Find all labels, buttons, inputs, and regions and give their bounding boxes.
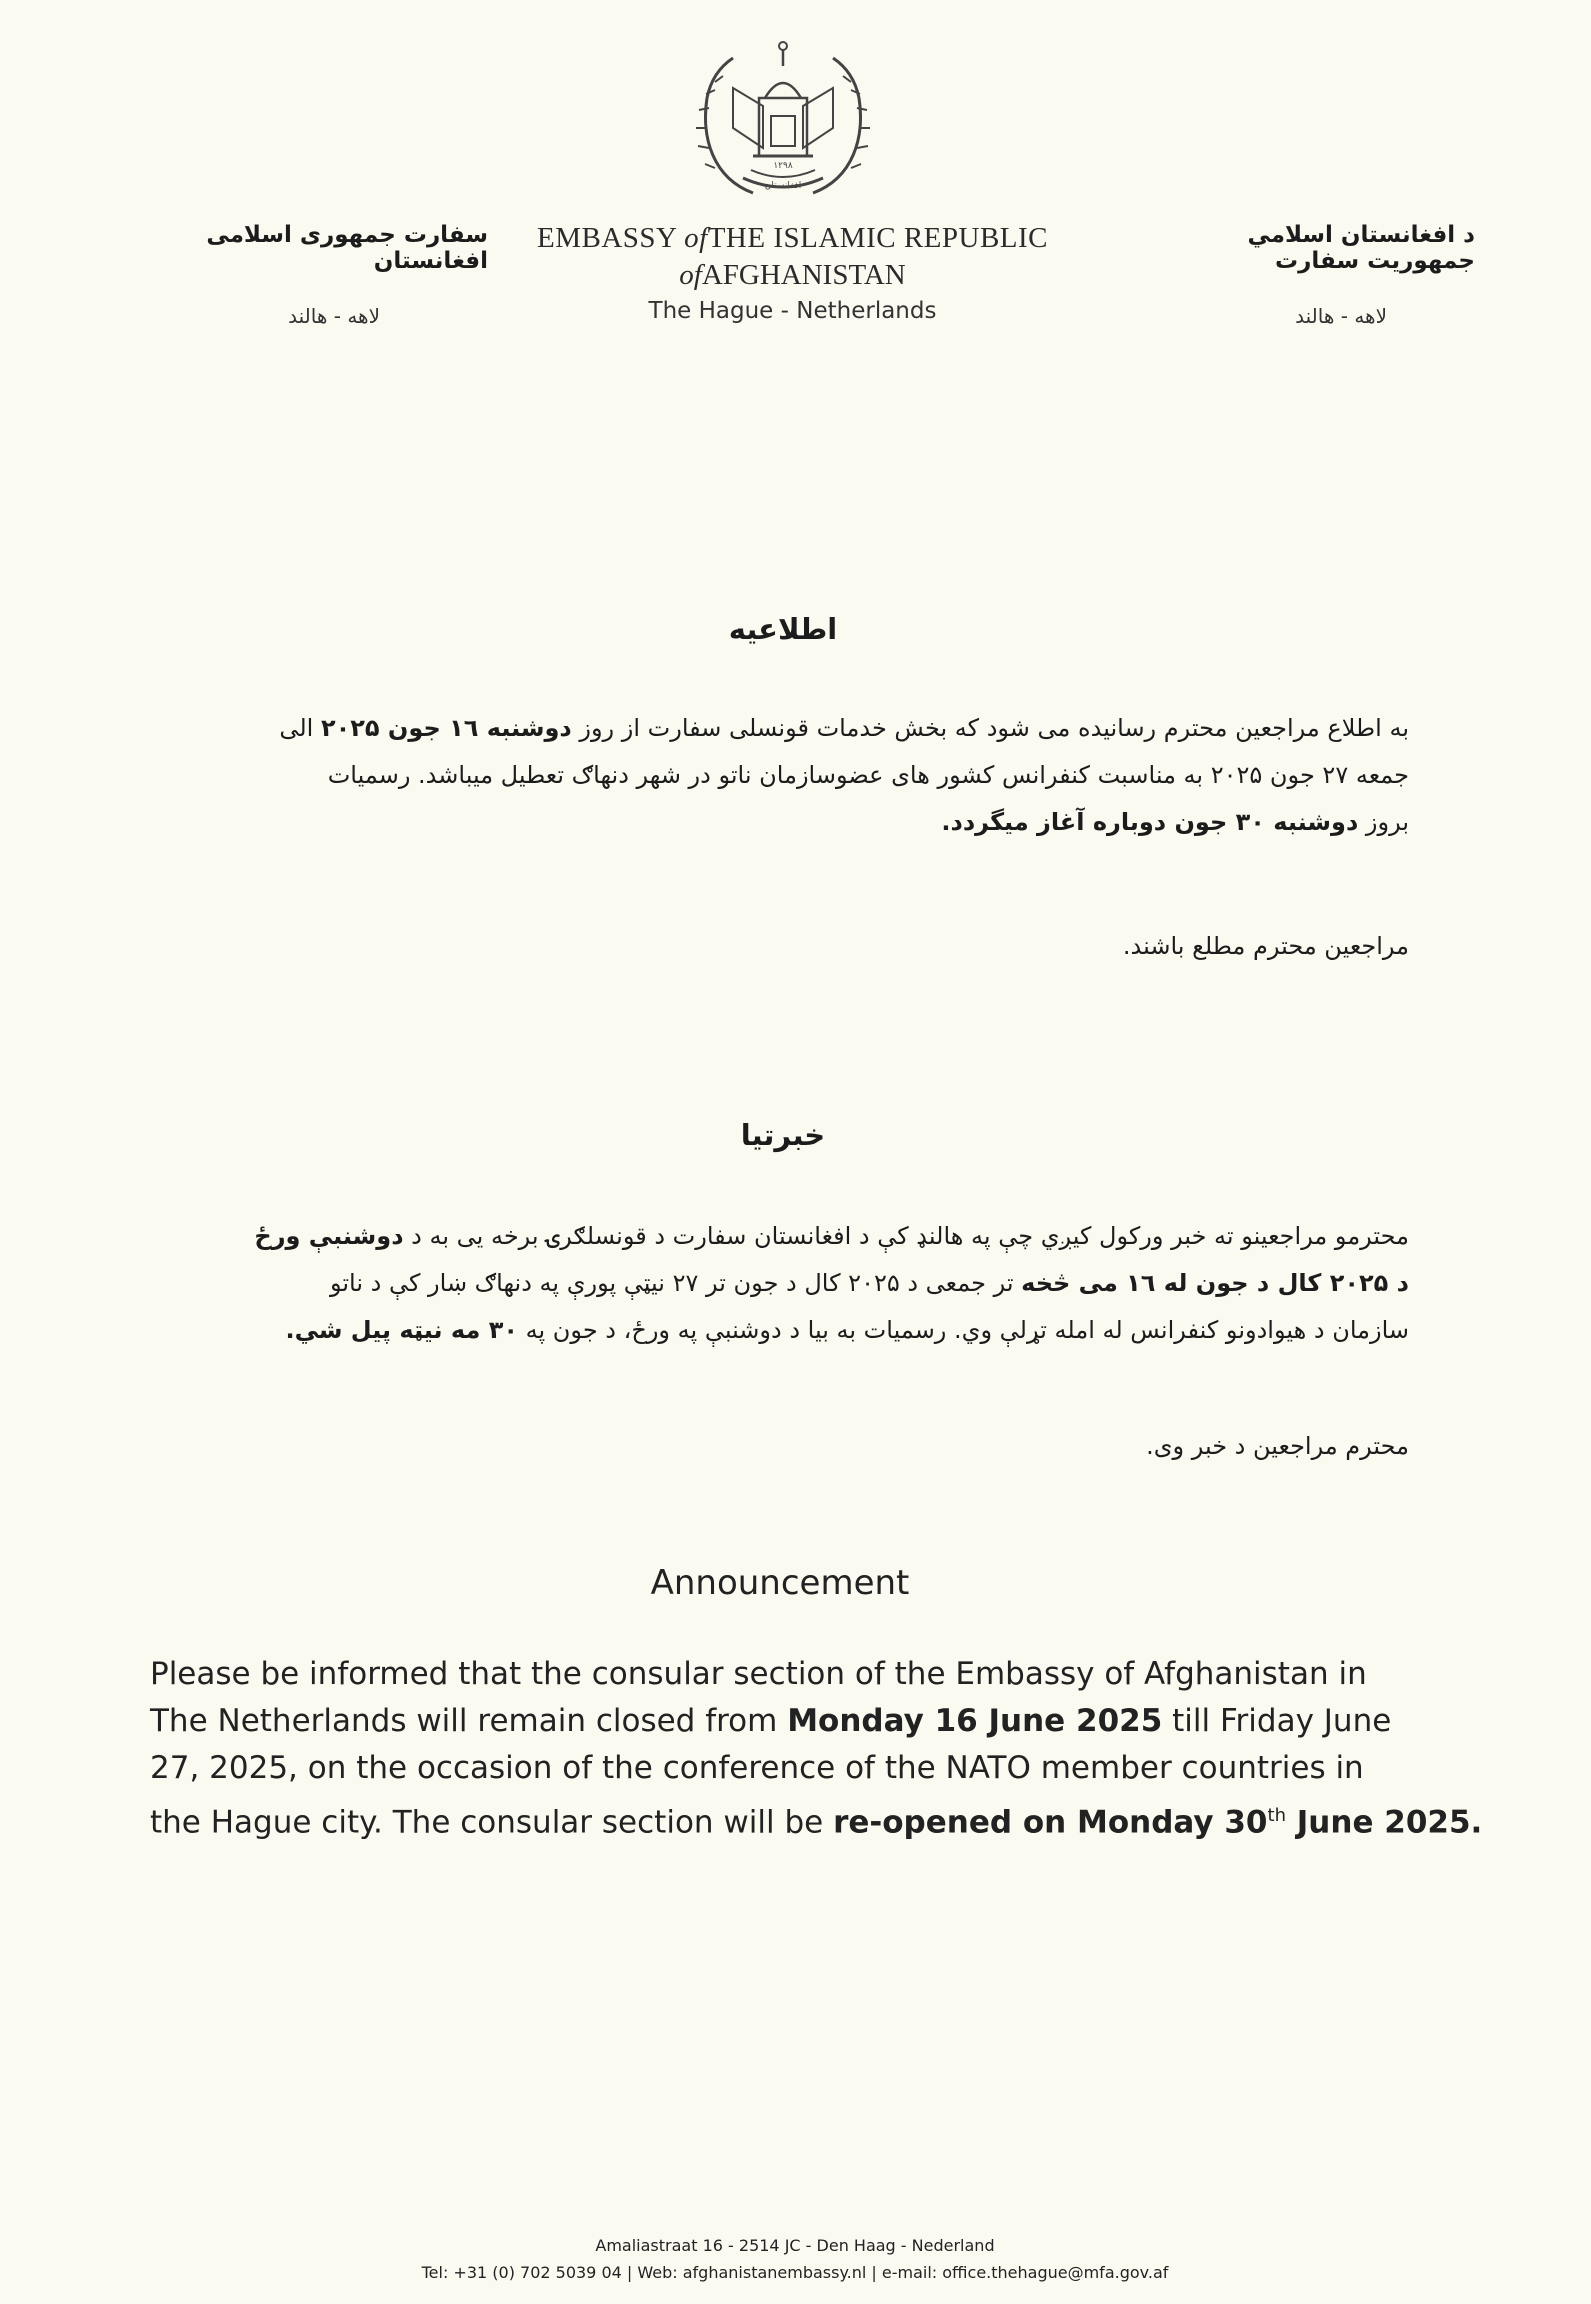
pashto-line-3: سازمان د هیوادونو کنفرانس له امله تړلې وي. رسمیات به بیا د دوشنبې په ورځ، د جون په ۳۰ مه نیټه پیل شي.	[285, 1316, 1409, 1344]
pashto-line-1: محترمو مراجعینو ته خبر ورکول کیږي چې په هالنډ کې د افغانستان سفارت د قونسلګرۍ برخه یی به د دوشنبې ورځ	[254, 1222, 1409, 1250]
pashto-title: خبرتیا	[740, 1118, 826, 1152]
pashto-paragraph	[169, 1213, 1409, 1354]
header-english-city: The Hague - Netherlands	[648, 298, 937, 324]
english-line-2: The Netherlands will remain closed from Monday 16 June 2025 till Friday June	[150, 1703, 1392, 1739]
english-line-3: 27, 2025, on the occasion of the conference of the NATO member countries in	[150, 1750, 1364, 1786]
header-dari-block	[148, 222, 488, 328]
header-english-line2: ofAFGHANISTAN	[679, 259, 906, 291]
footer-contact: Tel: +31 (0) 702 5039 04 | Web: afghanistanembassy.nl | e-mail: office.thehague@mfa.gov.af	[421, 2263, 1169, 2282]
english-line-4: the Hague city. The consular section will be re-opened on Monday 30th June 2025.	[150, 1804, 1483, 1841]
header-dari-city: لاهه - هالند	[288, 304, 380, 328]
header-pashto-block	[1155, 222, 1475, 328]
english-line-1: Please be informed that the consular section of the Embassy of Afghanistan in	[150, 1656, 1367, 1692]
svg-text:۱۲۹۸: ۱۲۹۸	[773, 161, 793, 171]
header-dari-title: سفارت جمهوری اسلامی افغانستان	[206, 222, 488, 274]
dari-paragraph	[169, 705, 1409, 846]
english-title: Announcement	[650, 1563, 910, 1603]
dari-note: مراجعین محترم مطلع باشند.	[1122, 932, 1409, 960]
footer-address: Amaliastraat 16 - 2514 JC - Den Haag - Nederland	[595, 2236, 995, 2255]
header-english-block	[520, 222, 1065, 324]
header-pashto-city: لاهه - هالند	[1295, 304, 1387, 328]
header-pashto-title: د افغانستان اسلامي جمهوریت سفارت	[1247, 222, 1475, 274]
dari-line-2: جمعه ۲۷ جون ۲۰۲۵ به مناسبت کنفرانس کشور های عضوسازمان ناتو در شهر دنهاګ تعطیل میباشد. رسمیات	[327, 761, 1409, 789]
afghanistan-emblem	[693, 28, 873, 203]
pashto-line-2: د ۲۰۲۵ کال د جون له ۱٦ می څخه تر جمعی د ۲۰۲۵ کال د جون تر ۲۷ نیټې پورې په دنهاګ ښار کې د ناتو	[329, 1269, 1409, 1297]
svg-text:افغانستان: افغانستان	[764, 181, 802, 191]
header-english-line1: EMBASSY ofTHE ISLAMIC REPUBLIC	[536, 222, 1049, 254]
dari-title: اطلاعیه	[728, 612, 838, 646]
dari-line-1: به اطلاع مراجعین محترم رسانیده می شود که بخش خدمات قونسلی سفارت از روز دوشنبه ۱٦ جون ۲۰۲۵ الی	[279, 714, 1409, 742]
english-paragraph	[150, 1651, 1483, 1846]
dari-line-3: بروز دوشنبه ۳۰ جون دوباره آغاز میگردد.	[941, 808, 1409, 836]
footer	[300, 2232, 1290, 2286]
pashto-note: محترم مراجعین د خبر وی.	[1146, 1432, 1409, 1460]
